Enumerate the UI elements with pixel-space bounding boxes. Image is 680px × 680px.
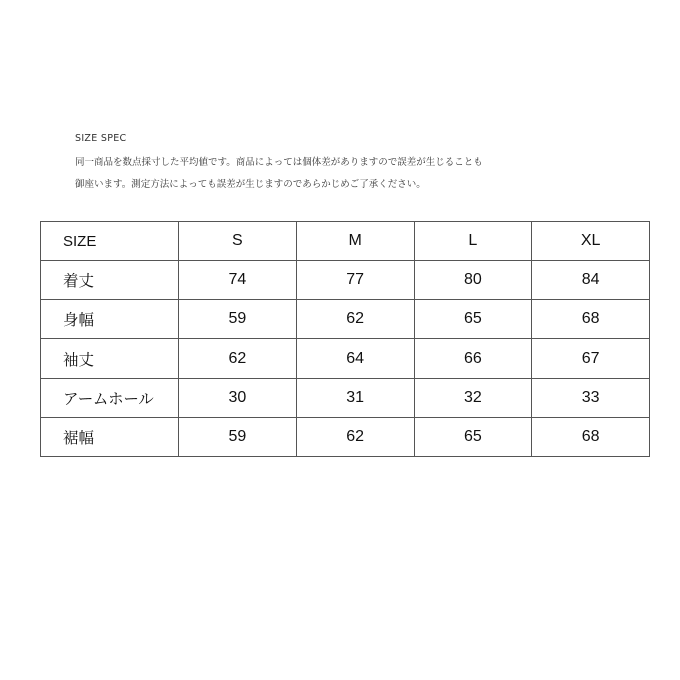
table-cell: 74 [179,261,297,300]
table-cell: 62 [296,417,414,456]
row-label: アームホール [41,378,179,417]
table-cell: 33 [532,378,650,417]
table-cell: 31 [296,378,414,417]
row-label: 身幅 [41,300,179,339]
table-cell: 77 [296,261,414,300]
table-cell: 68 [532,417,650,456]
header-size-m: M [296,222,414,261]
table-row [41,261,650,300]
table-cell: 84 [532,261,650,300]
row-label: 着丈 [41,261,179,300]
table-cell: 65 [414,300,532,339]
table-cell: 32 [414,378,532,417]
size-table [40,221,650,457]
header-size-label: SIZE [41,222,179,261]
header-size-s: S [179,222,297,261]
table-row [41,300,650,339]
table-cell: 59 [179,300,297,339]
table-cell: 62 [179,339,297,378]
table-cell: 67 [532,339,650,378]
table-row [41,417,650,456]
table-cell: 65 [414,417,532,456]
size-spec-note-line-2: 御座います。測定方法によっても誤差が生じますのであらかじめご了承ください。 [75,179,426,190]
table-cell: 66 [414,339,532,378]
table-row [41,378,650,417]
table-cell: 68 [532,300,650,339]
size-spec-note-line-1: 同一商品を数点採寸した平均値です。商品によっては個体差がありますので誤差が生じることも [75,157,483,168]
table-cell: 64 [296,339,414,378]
row-label: 裾幅 [41,417,179,456]
header-size-xl: XL [532,222,650,261]
row-label: 袖丈 [41,339,179,378]
table-header-row [41,222,650,261]
table-cell: 59 [179,417,297,456]
header-size-l: L [414,222,532,261]
table-cell: 80 [414,261,532,300]
table-row [41,339,650,378]
table-cell: 30 [179,378,297,417]
table-cell: 62 [296,300,414,339]
size-spec-heading: SIZE SPEC [75,133,127,144]
